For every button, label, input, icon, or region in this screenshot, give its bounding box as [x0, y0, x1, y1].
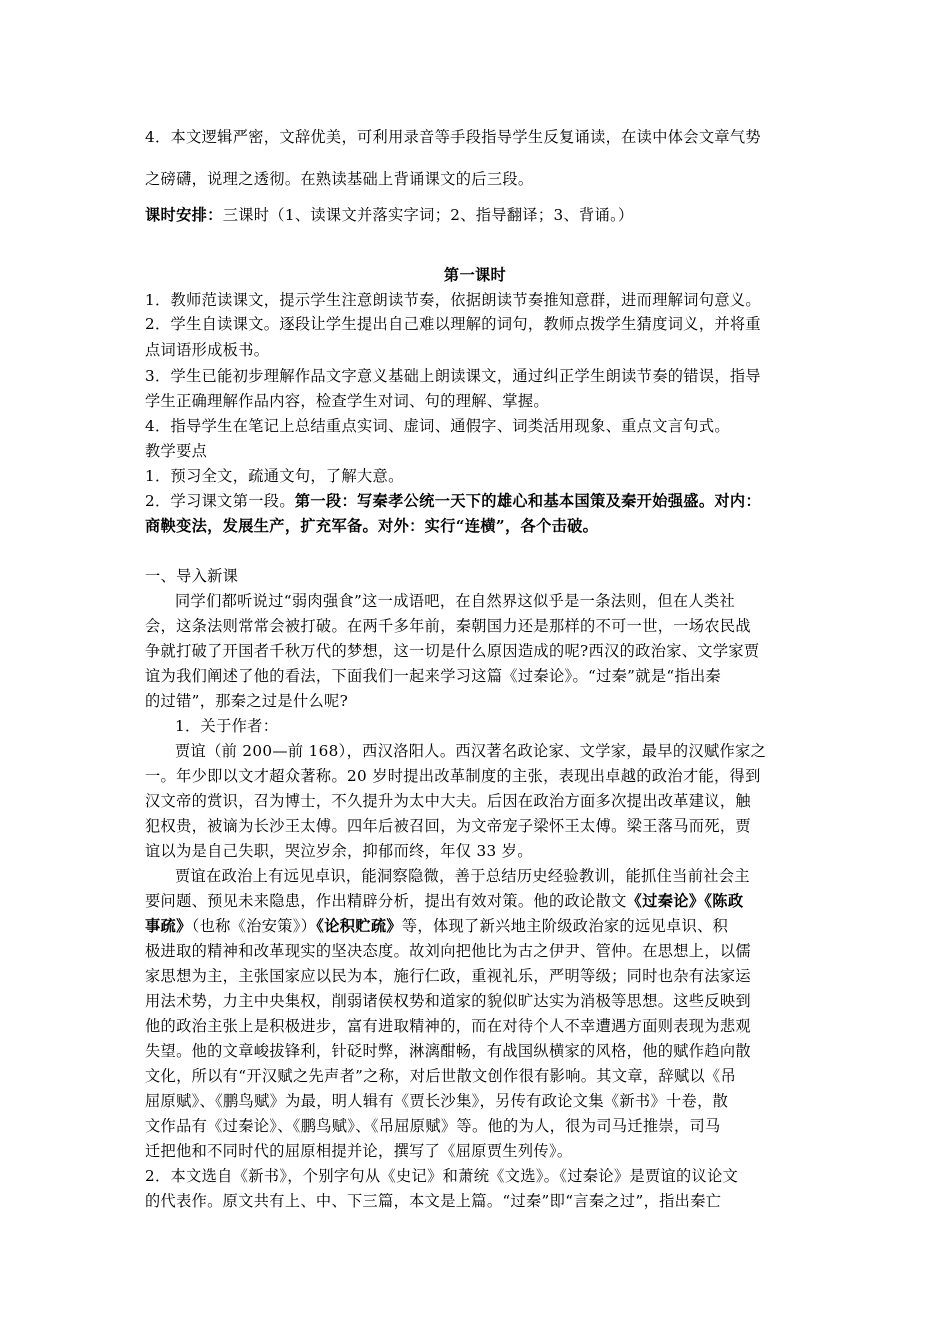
lesson-title: 第一课时 [443, 266, 507, 284]
lesson-step: 点词语形成板书。 [145, 341, 270, 359]
work-alt-title: （也称《治安策》） [191, 917, 317, 935]
intro-paragraph-line: 谊为我们阐述了他的看法，下面我们一起来学习这篇《过秦论》。“过秦”就是“指出秦 [145, 667, 722, 685]
author-paragraph-2-line: 迁把他和不同时代的屈原相提并论，撰写了《屈原贾生列传》。 [145, 1142, 573, 1160]
schedule-text: 三课时（1、读课文并落实字词；2、指导翻译；3、背诵。） [222, 206, 634, 224]
author-paragraph-line: 贾谊（前 200—前 168），西汉洛阳人。西汉著名政论家、文学家，最早的汉赋作家之 [175, 742, 767, 760]
section-heading-intro: 一、导入新课 [145, 567, 239, 585]
author-paragraph-2-line [145, 916, 825, 936]
work-title-bold: 事疏》 [145, 917, 192, 935]
goal-item-4-line2: 之磅礴，说理之透彻。在熟读基础上背诵课文的后三段。 [145, 170, 534, 188]
author-heading: 1．关于作者： [175, 717, 279, 735]
author-paragraph-line: 犯权贵，被谪为长沙王太傅。四年后被召回，为文帝宠子梁怀王太傅。梁王落马而死，贾 [145, 817, 751, 835]
author-paragraph-2-line: 家思想为主，主张国家应以民为本，施行仁政，重视礼乐，严明等级；同时也杂有法家运 [145, 967, 751, 985]
teaching-point-2-bold: 第一段：写秦孝公统一天下的雄心和基本国策及秦开始强盛。对内： [294, 492, 761, 510]
author-paragraph-line: 谊以为是自己失职，哭泣岁余，抑郁而终，年仅 33 岁。 [145, 842, 533, 860]
teaching-point-1: 1．预习全文，疏通文句，了解大意。 [145, 467, 404, 485]
author-p2-text: 要问题、预见未来隐患，作出精辟分析，提出有效对策。他的政论散文 [145, 892, 627, 910]
author-p2-text: 等，体现了新兴地主阶级政治家的远见卓识、积 [401, 917, 729, 935]
lesson-step: 2．学生自读课文。逐段让学生提出自己难以理解的词句，教师点拨学生猜度词义，并将重 [145, 315, 761, 333]
author-paragraph-2-line: 失望。他的文章峻拔锋利，针砭时弊，淋漓酣畅，有战国纵横家的风格，他的赋作趋向散 [145, 1042, 751, 1060]
teaching-points-heading: 教学要点 [145, 442, 208, 460]
author-paragraph-2-line: 文作品有《过秦论》、《鹏鸟赋》、《吊屈原赋》等。他的为人，很为司马迁推崇，司马 [145, 1117, 721, 1135]
lesson-step: 3．学生已能初步理解作品文字意义基础上朗读课文，通过纠正学生朗读节奏的错误，指导 [145, 367, 761, 385]
lesson-step: 1．教师范读课文，提示学生注意朗读节奏，依据朗读节奏推知意群，进而理解词句意义。 [145, 291, 761, 309]
author-paragraph-2-line: 贾谊在政治上有远见卓识，能洞察隐微，善于总结历史经验教训，能抓住当前社会主 [175, 867, 750, 885]
work-title-bold: 《论积贮疏》 [316, 917, 402, 935]
source-paragraph-line: 的代表作。原文共有上、中、下三篇，本文是上篇。“过秦”即“言秦之过”，指出秦亡 [145, 1192, 722, 1210]
teaching-point-2 [145, 491, 825, 511]
teaching-point-2-prefix: 2．学习课文第一段。 [145, 492, 295, 510]
lesson-step: 学生正确理解作品内容，检查学生对词、句的理解、掌握。 [145, 392, 549, 410]
intro-paragraph-line: 的过错”，那秦之过是什么呢? [145, 692, 349, 710]
lesson-step: 4．指导学生在笔记上总结重点实词、虚词、通假字、词类活用现象、重点文言句式。 [145, 417, 730, 435]
author-paragraph-2-line: 屈原赋》、《鹏鸟赋》为最，明人辑有《贾长沙集》，另传有政论文集《新书》十卷，散 [145, 1092, 729, 1110]
teaching-point-2-continued: 商鞅变法，发展生产，扩充军备。对外：实行“连横”，各个击破。 [145, 517, 599, 535]
author-paragraph-2-line: 文化，所以有“开汉赋之先声者”之称，对后世散文创作很有影响。其文章，辞赋以《吊 [145, 1067, 737, 1085]
intro-paragraph-line: 争就打破了开国者千秋万代的梦想，这一切是什么原因造成的呢?西汉的政治家、文学家贾 [145, 642, 760, 660]
intro-paragraph-line: 会，这条法则常常会被打破。在两千多年前，秦朝国力还是那样的不可一世，一场农民战 [145, 617, 751, 635]
author-paragraph-line: 一。年少即以文才超众著称。20 岁时提出改革制度的主张，表现出卓越的政治才能，得到 [145, 767, 761, 785]
author-paragraph-2-line: 他的政治主张上是积极进步，富有进取精神的，而在对待个人不幸遭遇方面则表现为悲观 [145, 1017, 751, 1035]
work-title-bold: 《过秦论》《陈政 [626, 892, 744, 910]
schedule-line [145, 205, 825, 225]
author-paragraph-2-line [145, 891, 825, 911]
author-paragraph-2-line: 极进取的精神和改革现实的坚决态度。故刘向把他比为古之伊尹、管仲。在思想上，以儒 [145, 942, 751, 960]
author-paragraph-line: 汉文帝的赏识，召为博士，不久提升为太中大夫。后因在政治方面多次提出改革建议，触 [145, 792, 751, 810]
goal-item-4-line1: 4．本文逻辑严密，文辞优美，可利用录音等手段指导学生反复诵读，在读中体会文章气势 [145, 128, 761, 146]
author-paragraph-2-line: 用法术势，力主中央集权，削弱诸侯权势和道家的貌似旷达实为消极等思想。这些反映到 [145, 992, 751, 1010]
intro-paragraph-line: 同学们都听说过“弱肉强食”这一成语吧，在自然界这似乎是一条法则，但在人类社 [175, 592, 736, 610]
source-paragraph-line: 2．本文选自《新书》，个别字句从《史记》和萧统《文选》。《过秦论》是贾谊的议论文 [145, 1167, 739, 1185]
schedule-label: 课时安排： [145, 206, 223, 224]
